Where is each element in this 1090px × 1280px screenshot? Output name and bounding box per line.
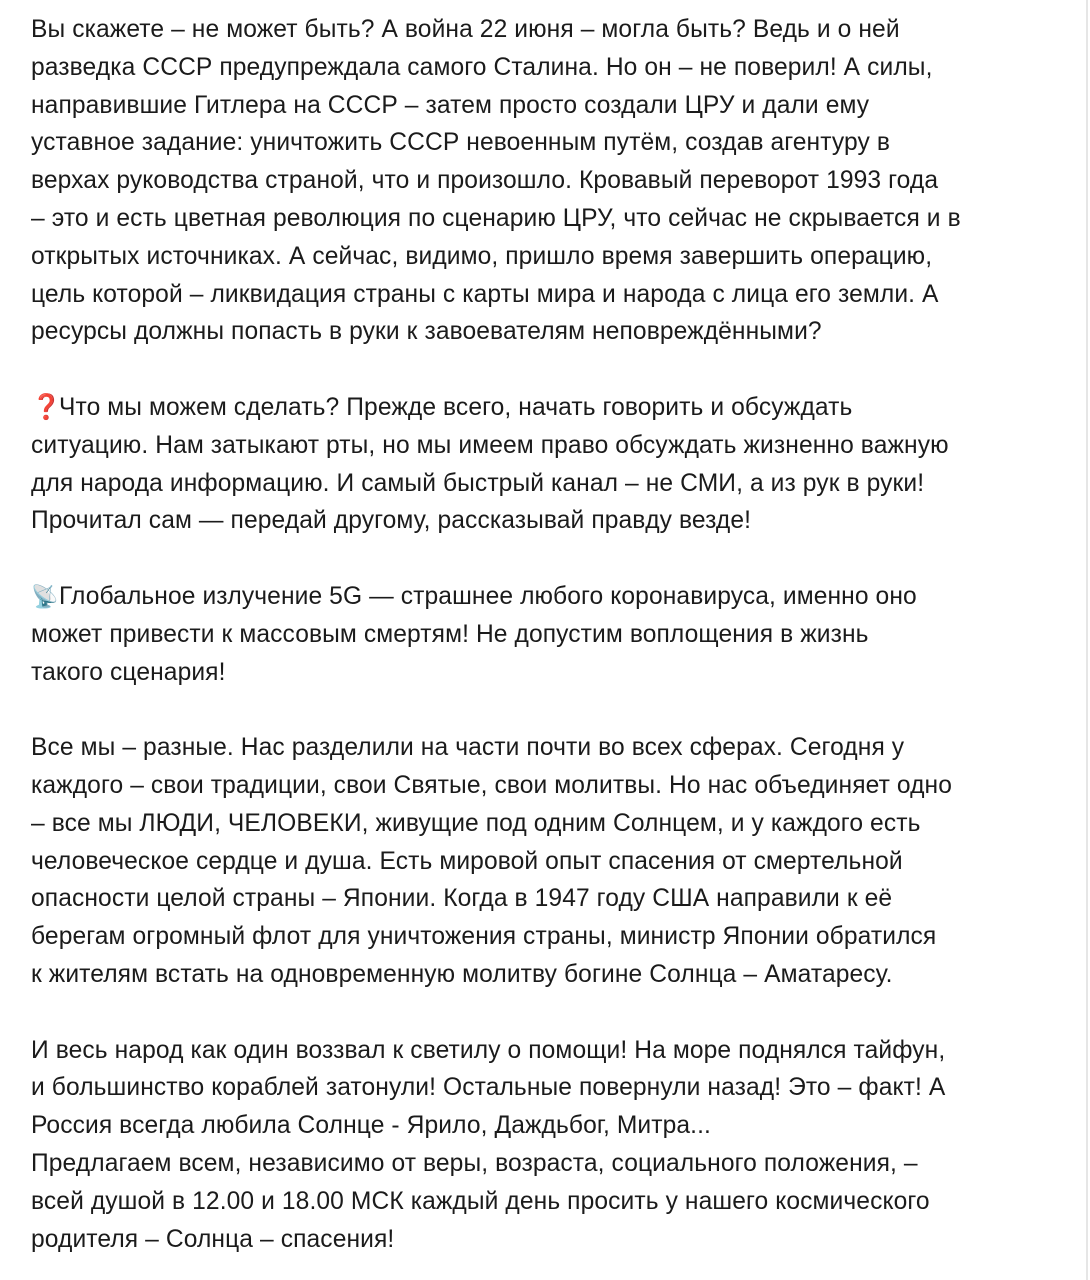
text-line: направившие Гитлера на СССР – затем просто создали ЦРУ и дали ему [31,91,870,119]
text-line: ресурсы должны попасть в руки к завоевателям неповреждёнными? [31,318,822,346]
text-line: для народа информацию. И самый быстрый канал – не СМИ, а из рук в руки! [31,469,925,497]
text-line: Предлагаем всем, независимо от веры, возраста, социального положения, – [31,1149,918,1177]
text-line: Все мы – разные. Нас разделили на части почти во всех сферах. Сегодня у [31,734,905,762]
paragraph-1 [31,11,1066,351]
paragraph-2-line-1: Что мы можем сделать? Прежде всего, начать говорить и обсуждать [59,393,853,421]
text-line: может привести к массовым смертям! Не допустим воплощения в жизнь [31,620,869,648]
text-line: цель которой – ликвидация страны с карты мира и народа с лица его земли. А [31,280,939,308]
text-line: к жителям встать на одновременную молитву богине Солнца – Аматаресу. [31,960,893,988]
text-line: берегам огромный флот для уничтожения страны, министр Японии обратился [31,923,937,951]
satellite-antenna-icon: 📡 [31,583,59,609]
text-line [31,578,1066,616]
text-line: ситуацию. Нам затыкают рты, но мы имеем право обсуждать жизненно важную [31,431,949,459]
text-line: уставное задание: уничтожить СССР невоенным путём, создав агентуру в [31,129,890,157]
question-icon: ❓ [31,393,62,421]
text-line: человеческое сердце и душа. Есть мировой опыт спасения от смертельной [31,847,903,875]
paragraph-4 [31,729,1066,994]
text-line: всей душой в 12.00 и 18.00 МСК каждый день просить у нашего космического [31,1187,930,1215]
text-line [31,389,1066,427]
text-line: открытых источниках. А сейчас, видимо, пришло время завершить операцию, [31,242,933,270]
paragraph-5 [31,1032,1066,1259]
text-line: разведка СССР предупреждала самого Сталина. Но он – не поверил! А силы, [31,53,933,81]
text-line: – все мы ЛЮДИ, ЧЕЛОВЕКИ, живущие под одним Солнцем, и у каждого есть [31,809,921,837]
text-line: верхах руководства страной, что и произошло. Кровавый переворот 1993 года [31,167,939,195]
text-line: – это и есть цветная революция по сценарию ЦРУ, что сейчас не скрывается и в [31,204,961,232]
text-line: Россия всегда любила Солнце - Ярило, Даждьбог, Митра... [31,1112,711,1140]
text-line: Вы скажете – не может быть? А война 22 июня – могла быть? Ведь и о ней [31,16,900,43]
text-line: каждого – свои традиции, свои Святые, свои молитвы. Но нас объединяет одно [31,771,953,799]
text-line: И весь народ как один воззвал к светилу о помощи! На море поднялся тайфун, [31,1036,946,1064]
text-line: родителя – Солнца – спасения! [31,1225,395,1253]
text-line: опасности целой страны – Японии. Когда в 1947 году США направили к её [31,885,893,913]
text-line: Прочитал сам — передай другому, рассказывай правду везде! [31,507,752,535]
paragraph-3 [31,578,1066,691]
text-line: такого сценария! [31,658,226,686]
text-line: и большинство кораблей затонули! Остальные повернули назад! Это – факт! А [31,1074,946,1102]
paragraph-2 [31,389,1066,540]
paragraph-3-line-1: Глобальное излучение 5G — страшнее любого коронавируса, именно оно [59,582,917,610]
